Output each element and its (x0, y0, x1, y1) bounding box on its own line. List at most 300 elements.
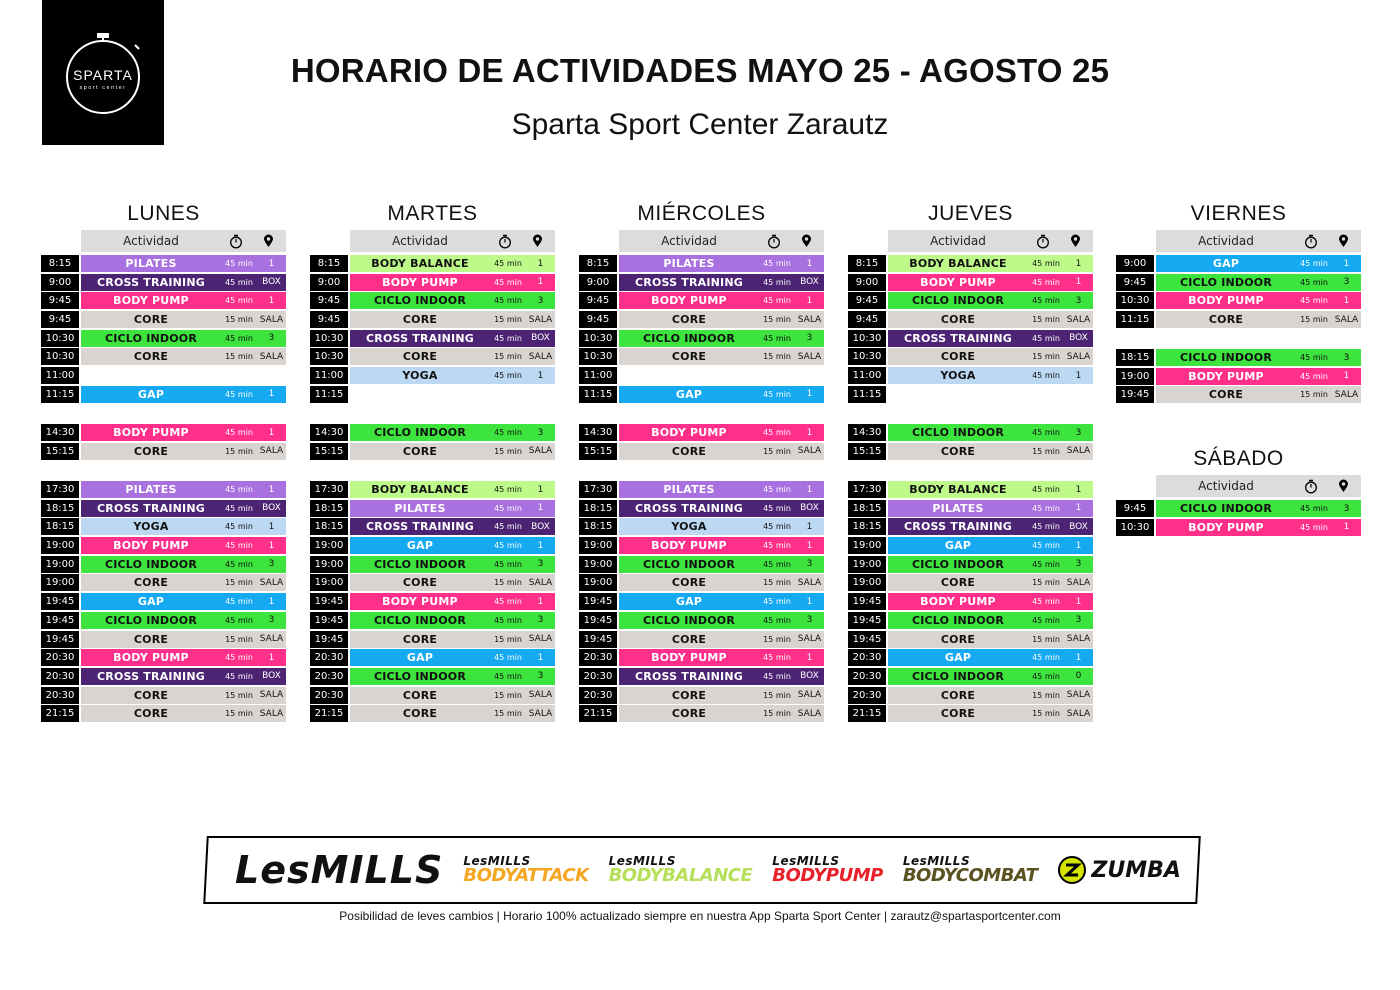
duration-value: 45 min (225, 653, 253, 663)
time-block (310, 424, 555, 461)
location-value: BOX (800, 503, 819, 514)
time-cell: 8:15 (41, 255, 79, 272)
schedule-row (41, 367, 286, 384)
activity-name: CROSS TRAINING (97, 501, 205, 515)
time-cell: 14:30 (579, 424, 617, 441)
duration-value: 45 min (1032, 653, 1060, 663)
duration-value: 45 min (494, 277, 522, 287)
time-block (1116, 349, 1361, 405)
activity-header: Actividad (392, 234, 448, 248)
duration-value: 45 min (1032, 277, 1060, 287)
time-cell: 14:30 (848, 424, 886, 441)
duration-value: 45 min (494, 522, 522, 532)
schedule-row (579, 424, 824, 441)
duration-value: 15 min (494, 315, 522, 325)
duration-value: 45 min (763, 541, 791, 551)
time-cell: 18:15 (310, 518, 348, 535)
schedule-row (848, 612, 1093, 629)
time-cell: 8:15 (579, 255, 617, 272)
day-column (848, 200, 1093, 255)
schedule-row (41, 537, 286, 554)
activity-name: CORE (133, 632, 169, 646)
location-value: 3 (268, 333, 275, 344)
time-cell: 21:15 (848, 705, 886, 722)
schedule-row (579, 518, 824, 535)
time-cell: 18:15 (848, 500, 886, 517)
activity-name: CICLO INDOOR (373, 669, 467, 683)
time-cell: 19:45 (41, 612, 79, 629)
duration-value: 15 min (225, 634, 253, 644)
day-title: LUNES (127, 202, 200, 225)
location-value: 3 (806, 559, 813, 570)
activity-name: CICLO INDOOR (1179, 275, 1273, 289)
duration-value: 45 min (763, 615, 791, 625)
brand-banner (205, 836, 1195, 904)
activity-name: CICLO INDOOR (911, 294, 1005, 308)
schedule-row (848, 481, 1093, 498)
duration-value: 45 min (1032, 296, 1060, 306)
time-cell: 11:15 (579, 386, 617, 403)
time-cell: 19:45 (1116, 386, 1154, 403)
schedule-row (310, 311, 555, 328)
schedule-row (848, 443, 1093, 460)
schedule-row (310, 668, 555, 685)
activity-name: CORE (940, 632, 976, 646)
location-value: SALA (259, 577, 284, 588)
duration-value: 45 min (1032, 615, 1060, 625)
duration-value: 45 min (1032, 428, 1060, 437)
activity-name: PILATES (663, 483, 715, 496)
location-value: SALA (797, 690, 822, 701)
duration-value: 15 min (763, 709, 791, 719)
time-block (579, 424, 824, 461)
time-cell: 19:00 (579, 537, 617, 554)
activity-name: GAP (944, 651, 972, 665)
schedule-row (848, 593, 1093, 610)
location-value: BOX (262, 503, 281, 514)
time-block (41, 255, 286, 405)
activity-name: CORE (402, 350, 438, 364)
schedule-row (848, 668, 1093, 685)
duration-icon (498, 234, 512, 249)
day-title: SÁBADO (1193, 447, 1284, 470)
activity-name: CORE (940, 707, 976, 721)
location-value: 1 (806, 652, 813, 663)
duration-header (1296, 234, 1326, 249)
schedule-row (579, 556, 824, 573)
duration-value: 15 min (1032, 446, 1060, 456)
time-cell: 21:15 (41, 705, 79, 722)
schedule-row (41, 255, 286, 272)
duration-value: 45 min (225, 503, 253, 513)
location-value: 1 (806, 427, 813, 438)
location-value: 3 (1075, 559, 1082, 570)
location-value: SALA (528, 708, 553, 719)
time-cell: 20:30 (848, 649, 886, 666)
duration-value: 15 min (225, 578, 253, 588)
schedule-row (41, 705, 286, 722)
duration-value: 45 min (225, 296, 253, 306)
duration-value: 45 min (763, 597, 791, 607)
duration-value: 45 min (225, 389, 253, 399)
time-block (41, 424, 286, 461)
time-cell: 9:45 (579, 292, 617, 309)
location-value: BOX (531, 333, 550, 344)
time-cell: 15:15 (310, 443, 348, 460)
time-cell: 15:15 (41, 443, 79, 460)
location-value: BOX (262, 277, 281, 288)
location-value: 1 (806, 521, 813, 532)
schedule-row (41, 593, 286, 610)
location-value: 1 (537, 484, 544, 495)
schedule-row (41, 631, 286, 648)
time-cell: 19:00 (310, 556, 348, 573)
schedule-row (579, 574, 824, 591)
activity-name: CORE (671, 350, 707, 364)
activity-name: CORE (940, 444, 976, 458)
program-brand: LesMILLS (902, 854, 971, 868)
program-name: BODYATTACK (463, 865, 589, 886)
duration-value: 45 min (494, 559, 522, 569)
duration-value: 15 min (1032, 352, 1060, 362)
duration-value: 45 min (494, 259, 522, 268)
duration-value: 45 min (763, 333, 791, 343)
activity-name: CORE (1208, 313, 1244, 327)
location-value: SALA (1066, 351, 1091, 362)
location-value: 3 (268, 615, 275, 626)
time-cell: 17:30 (41, 481, 79, 498)
activity-name: BODY PUMP (920, 595, 996, 609)
time-cell: 11:00 (310, 367, 348, 384)
schedule-row (579, 612, 824, 629)
location-value: SALA (797, 446, 822, 457)
location-header (789, 234, 823, 248)
time-cell: 11:00 (41, 367, 79, 384)
schedule-row (310, 537, 555, 554)
activity-name: CORE (940, 350, 976, 364)
schedule-row (579, 311, 824, 328)
schedule-row (41, 348, 286, 365)
duration-value: 15 min (763, 690, 791, 700)
location-value: 3 (537, 615, 544, 626)
time-cell: 9:00 (310, 274, 348, 291)
activity-name: CROSS TRAINING (904, 331, 1012, 345)
activity-name: GAP (675, 595, 703, 609)
duration-value: 45 min (494, 371, 522, 381)
time-cell: 10:30 (1116, 519, 1154, 536)
table-header (1156, 230, 1361, 252)
zumba-label: ZUMBA (1091, 857, 1181, 883)
location-value: 1 (268, 521, 275, 532)
schedule-row (848, 255, 1093, 272)
duration-value: 45 min (225, 333, 253, 343)
time-cell: 11:15 (310, 386, 348, 403)
program-logo (772, 855, 883, 885)
duration-value: 45 min (1032, 671, 1060, 681)
activity-name: PILATES (932, 501, 984, 515)
schedule-row (310, 330, 555, 347)
time-cell: 20:30 (310, 649, 348, 666)
activity-name: BODY BALANCE (371, 483, 469, 496)
activity-name: CORE (671, 632, 707, 646)
schedule-row (579, 631, 824, 648)
duration-value: 15 min (225, 352, 253, 362)
time-cell: 18:15 (41, 500, 79, 517)
activity-name: CORE (940, 688, 976, 702)
location-value: 1 (537, 503, 544, 514)
location-value: SALA (1066, 314, 1091, 325)
schedule-row (579, 687, 824, 704)
activity-name: CORE (402, 576, 438, 590)
activity-header: Actividad (123, 234, 179, 248)
time-block (579, 481, 824, 724)
schedule-row (579, 593, 824, 610)
duration-value: 45 min (763, 503, 791, 513)
activity-name: CICLO INDOOR (911, 613, 1005, 627)
schedule-row (579, 330, 824, 347)
activity-name: CROSS TRAINING (635, 669, 743, 683)
location-value: 3 (806, 615, 813, 626)
location-value: 3 (537, 559, 544, 570)
activity-name: CICLO INDOOR (1179, 502, 1273, 515)
activity-name: CICLO INDOOR (911, 669, 1005, 683)
location-value: 3 (1343, 503, 1350, 514)
time-cell: 19:45 (310, 612, 348, 629)
schedule-row (1116, 368, 1361, 385)
duration-value: 15 min (494, 634, 522, 644)
duration-value: 45 min (763, 389, 791, 399)
schedule-row (310, 649, 555, 666)
location-value: 3 (806, 333, 813, 344)
location-value: 1 (806, 295, 813, 306)
time-block (310, 481, 555, 724)
activity-name: YOGA (133, 520, 169, 534)
activity-name: GAP (406, 539, 434, 553)
schedule-row (1116, 519, 1361, 536)
schedule-row (848, 518, 1093, 535)
location-value: 1 (537, 277, 544, 288)
footer-note: Posibilidad de leves cambios | Horario 100% actualizado siempre en nuestra App Sparta Sport Center | zarautz@spartasportcenter.com (339, 909, 1061, 923)
location-header (520, 234, 554, 248)
duration-value: 45 min (494, 333, 522, 343)
duration-header (1028, 234, 1058, 249)
activity-name: BODY PUMP (651, 426, 727, 439)
location-value: 3 (1075, 427, 1082, 438)
schedule-row (310, 255, 555, 272)
activity-name: CORE (671, 313, 707, 327)
location-value: 3 (268, 559, 275, 570)
time-block (579, 255, 824, 405)
location-value: BOX (800, 277, 819, 288)
location-value: SALA (1066, 708, 1091, 719)
location-value: 1 (1075, 370, 1082, 381)
duration-value: 15 min (494, 352, 522, 362)
duration-value: 15 min (763, 578, 791, 588)
duration-value: 15 min (763, 352, 791, 362)
schedule-row (848, 574, 1093, 591)
duration-value: 15 min (1032, 315, 1060, 325)
duration-value: 45 min (763, 522, 791, 532)
time-cell: 9:45 (310, 292, 348, 309)
location-value: SALA (528, 314, 553, 325)
location-value: SALA (797, 708, 822, 719)
schedule-row (310, 518, 555, 535)
location-value: 1 (806, 596, 813, 607)
schedule-row (41, 612, 286, 629)
program-brand: LesMILLS (772, 854, 840, 868)
location-value: 1 (1075, 484, 1082, 495)
duration-value: 45 min (763, 653, 791, 663)
time-cell: 9:45 (579, 311, 617, 328)
time-cell: 18:15 (848, 518, 886, 535)
location-header (251, 234, 285, 248)
duration-value: 45 min (1032, 522, 1060, 532)
activity-name: CORE (402, 707, 438, 721)
schedule-row (1116, 500, 1361, 517)
activity-name: CORE (133, 707, 169, 721)
duration-header (221, 234, 251, 249)
time-cell: 11:15 (1116, 311, 1154, 328)
schedule-row (310, 274, 555, 291)
time-cell: 9:45 (848, 311, 886, 328)
time-cell: 9:45 (310, 311, 348, 328)
time-block (848, 424, 1093, 461)
activity-header: Actividad (661, 234, 717, 248)
time-cell: 19:00 (41, 537, 79, 554)
schedule-row (310, 443, 555, 460)
time-cell: 19:45 (848, 593, 886, 610)
schedule-row (1116, 311, 1361, 328)
schedule-row (848, 274, 1093, 291)
time-cell: 19:00 (41, 556, 79, 573)
schedule-row (41, 574, 286, 591)
activity-name: CROSS TRAINING (366, 520, 474, 534)
program-name: BODYBALANCE (608, 865, 753, 886)
schedule-row (1116, 349, 1361, 366)
activity-name: CROSS TRAINING (635, 275, 743, 289)
activity-name: CROSS TRAINING (366, 331, 474, 345)
time-cell: 9:45 (1116, 500, 1154, 517)
location-value: SALA (797, 314, 822, 325)
location-value: 1 (1075, 596, 1082, 607)
location-value: SALA (259, 634, 284, 644)
location-value: SALA (797, 634, 822, 644)
activity-name: BODY PUMP (113, 426, 189, 439)
duration-icon (1036, 234, 1050, 249)
time-cell: 20:30 (41, 649, 79, 666)
activity-name: BODY PUMP (1188, 520, 1264, 534)
schedule-row (310, 556, 555, 573)
duration-value: 45 min (494, 653, 522, 663)
time-cell: 9:00 (848, 274, 886, 291)
duration-value: 45 min (225, 522, 253, 532)
activity-name: BODY PUMP (651, 294, 727, 308)
schedule-row (310, 612, 555, 629)
time-cell: 14:30 (310, 424, 348, 441)
location-value: SALA (1066, 634, 1091, 644)
time-cell: 19:45 (310, 631, 348, 648)
duration-header (490, 234, 520, 249)
svg-text:sport center: sport center (79, 84, 127, 91)
duration-value: 45 min (225, 597, 253, 607)
time-cell: 19:00 (579, 574, 617, 591)
location-value: 3 (1075, 615, 1082, 626)
activity-name: CORE (671, 707, 707, 721)
location-value: BOX (1069, 333, 1088, 344)
duration-value: 15 min (1032, 709, 1060, 719)
time-cell: 11:00 (579, 367, 617, 384)
time-cell: 20:30 (579, 668, 617, 685)
schedule-row (41, 687, 286, 704)
time-cell: 20:30 (41, 687, 79, 704)
time-cell: 19:45 (41, 593, 79, 610)
time-cell: 10:30 (848, 330, 886, 347)
duration-icon (767, 234, 781, 249)
schedule-row (41, 518, 286, 535)
time-cell: 20:30 (848, 687, 886, 704)
time-cell: 19:45 (579, 631, 617, 648)
time-cell: 11:15 (848, 386, 886, 403)
location-value: 1 (268, 427, 275, 438)
location-value: 3 (1343, 352, 1350, 363)
program-name: BODYCOMBAT (902, 865, 1038, 886)
time-cell: 21:15 (579, 705, 617, 722)
duration-value: 15 min (225, 709, 253, 719)
activity-name: CICLO INDOOR (104, 613, 198, 627)
day-title: MIÉRCOLES (637, 202, 766, 225)
location-value: 1 (537, 652, 544, 663)
duration-value: 45 min (494, 615, 522, 625)
time-cell: 11:15 (41, 386, 79, 403)
location-value: SALA (1066, 577, 1091, 588)
duration-value: 45 min (1032, 259, 1060, 268)
duration-value: 15 min (225, 690, 253, 700)
program-brand: LesMILLS (608, 854, 676, 868)
duration-value: 45 min (225, 559, 253, 569)
time-cell: 20:30 (41, 668, 79, 685)
activity-name: CORE (133, 444, 169, 458)
duration-value: 15 min (1032, 690, 1060, 700)
schedule-row (579, 500, 824, 517)
time-cell: 10:30 (41, 348, 79, 365)
schedule-row (310, 348, 555, 365)
duration-value: 15 min (494, 578, 522, 588)
schedule-row (848, 556, 1093, 573)
table-header (1156, 475, 1361, 497)
schedule-row (848, 424, 1093, 441)
time-block (1116, 255, 1361, 330)
time-cell: 18:15 (579, 500, 617, 517)
program-logo (609, 855, 753, 885)
location-value: 1 (268, 258, 275, 269)
schedule-row (579, 705, 824, 722)
activity-name: CORE (133, 313, 169, 327)
duration-value: 45 min (1300, 296, 1328, 306)
schedule-row (579, 255, 824, 272)
location-value: BOX (531, 521, 550, 532)
time-cell: 19:00 (310, 537, 348, 554)
schedule-row (848, 330, 1093, 347)
time-cell: 9:00 (1116, 255, 1154, 272)
activity-name: CICLO INDOOR (373, 613, 467, 627)
time-cell: 17:30 (310, 481, 348, 498)
time-cell: 17:30 (848, 481, 886, 498)
time-cell: 19:45 (310, 593, 348, 610)
time-cell: 18:15 (1116, 349, 1154, 366)
location-value: 1 (1075, 503, 1082, 514)
activity-name: GAP (1212, 257, 1240, 270)
schedule-row (41, 274, 286, 291)
